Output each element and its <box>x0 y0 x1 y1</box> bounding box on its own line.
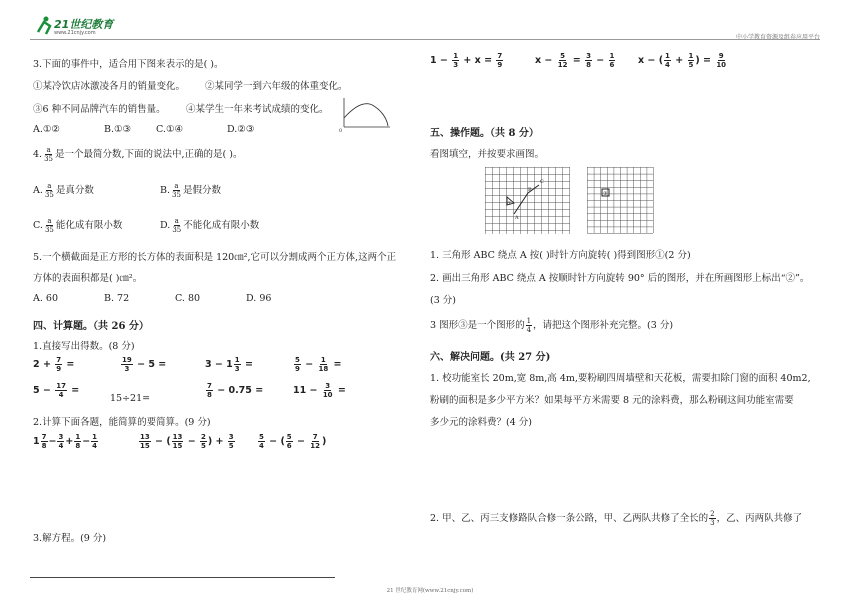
operation-intro: 看图填空，并按要求画图。 <box>430 149 545 160</box>
q4-choice-a: A. $\frac{a}{35}$ 是真分数 <box>33 182 94 199</box>
equation-2: x − $\frac{5}{12}$ = $\frac{3}{8}$ − $\frac{1}{6}$ <box>535 52 615 69</box>
label-figure-3: ③ <box>603 191 608 197</box>
section-5-title: 五、操作题。（共 8 分） <box>430 128 539 139</box>
calc-1-expr-6: 15÷21= <box>110 393 151 404</box>
footer-divider <box>30 577 335 578</box>
section-6-title: 六、解决问题。(共 27 分) <box>430 352 551 363</box>
calc-1-expr-4: $\frac{5}{9}$ − $\frac{1}{18}$ = <box>295 356 342 373</box>
q3-choice-d: D.②③ <box>227 124 255 135</box>
calc-1-expr-3: 3 − 1 $\frac{1}{3}$ = <box>205 356 253 373</box>
label-a: A <box>515 215 519 221</box>
problem-2: 2. 甲、乙、丙三支修路队合修一条公路，甲、乙两队共修了全长的 $\frac{2}{3}$ ，乙、丙两队共修了 <box>430 510 803 527</box>
q5-line-2: 方体的表面积都是( )㎝²。 <box>33 273 143 284</box>
calc-2-expr-3: $\frac{5}{4}$ − ( $\frac{5}{6}$ − $\frac{7}{12}$ ) <box>259 433 327 450</box>
operation-2-line-1: 2. 画出三角形 ABC 绕点 A 按顺时针方向旋转 90° 后的图形，并在所画图形上标出“②”。 <box>430 273 810 284</box>
section-4-title: 四、计算题。（共 26 分） <box>33 321 149 332</box>
label-c: C <box>540 179 544 185</box>
q3-choice-a: A.①② <box>33 124 60 135</box>
equation-3: x − ( $\frac{1}{4}$ + $\frac{1}{5}$ ) = $\frac{9}{10}$ <box>638 52 727 69</box>
operation-1: 1. 三角形 ABC 绕点 A 按( )时针方向旋转( )得到图形①(2 分) <box>430 250 691 261</box>
q3-option-4: ④某学生一年来考试成绩的变化。 <box>186 104 329 115</box>
label-figure-1: ① <box>507 201 512 207</box>
logo-subtext: www.21cnjy.com <box>54 30 96 36</box>
q5-choice-b: B. 72 <box>104 293 130 304</box>
q5-choice-d: D. 96 <box>246 293 272 304</box>
q4-choice-d: D. $\frac{a}{35}$ 不能化成有限小数 <box>160 217 260 234</box>
q4-choice-c: C. $\frac{a}{35}$ 能化成有限小数 <box>33 217 123 234</box>
q3-curve-graph <box>338 96 393 134</box>
problem-1-line-1: 1. 校功能室长 20m,宽 8m,高 4m,要粉刷四周墙壁和天花板，需要扣除门窗的面积 40m2, <box>430 373 811 384</box>
footer-text: 21 世纪教育网(www.21cnjy.com) <box>386 588 474 594</box>
calc-1-expr-1: 2 + $\frac{7}{9}$ = <box>33 356 75 373</box>
completion-grid <box>587 167 654 234</box>
q3-option-3: ③6 种不同品牌汽车的销售量。 <box>33 104 166 115</box>
problem-1-line-3: 多少元的涂料费？(4 分) <box>430 417 532 428</box>
calc-1-expr-5: 5 − $\frac{17}{4}$ = <box>33 382 80 399</box>
equation-1: 1 − $\frac{1}{3}$ + x = $\frac{7}{9}$ <box>430 52 503 69</box>
operation-2-line-2: (3 分) <box>430 295 456 306</box>
q5-line-1: 5.一个横截面是正方形的长方体的表面积是 120㎝²,它可以分割成两个正方体,这两个正 <box>33 252 397 263</box>
q3-option-1: ①某冷饮店冰激凌各月的销量变化。 <box>33 81 186 92</box>
calc-2-expr-1: 1 $\frac{7}{8}$ − $\frac{3}{4}$ + $\frac{1}{8}$ − $\frac{1}{4}$ <box>33 433 98 450</box>
calc-1-expr-2: $\frac{19}{3}$ − 5 = <box>122 356 167 373</box>
header-platform-text: 中小学教育资源及组卷应用平台 <box>735 34 820 41</box>
calc-2-title: 2.计算下面各题，能简算的要简算。(9 分) <box>33 417 211 428</box>
header-divider <box>30 39 820 40</box>
q3-graph-origin: 0 <box>339 128 343 134</box>
label-b: B <box>528 187 532 193</box>
logo-text: 21世纪教育 <box>54 18 114 31</box>
q5-choice-c: C. 80 <box>175 293 201 304</box>
calc-2-expr-2: $\frac{13}{15}$ − ( $\frac{13}{15}$ − $\frac{2}{5}$ ) + $\frac{3}{5}$ <box>140 433 234 450</box>
q3-choice-c: C.①④ <box>156 124 183 135</box>
q3-stem: 3.下面的事件中，适合用下图来表示的是( )。 <box>33 59 224 70</box>
logo <box>30 14 120 38</box>
q3-option-2: ②某同学一到六年级的体重变化。 <box>205 81 348 92</box>
calc-1-title: 1.直接写出得数。(8 分) <box>33 341 135 352</box>
q3-choice-b: B.①③ <box>104 124 132 135</box>
calc-1-expr-7: $\frac{7}{8}$ − 0.75 = <box>207 382 264 399</box>
problem-1-line-2: 粉刷的面积是多少平方米？如果每平方米需要 8 元的涂料费，那么粉刷这间功能室需要 <box>430 395 794 406</box>
operation-3: 3 图形③是一个图形的 $\frac{1}{4}$ ，请把这个图形补充完整。(3 分) <box>430 317 674 334</box>
q4-stem: 4. $\frac{a}{35}$ 是一个最简分数,下面的说法中,正确的是( )。 <box>33 146 243 163</box>
q4-choice-b: B. $\frac{a}{35}$ 是假分数 <box>160 182 221 199</box>
q5-choice-a: A. 60 <box>33 293 58 304</box>
calc-3-title: 3.解方程。(9 分) <box>33 533 107 544</box>
calc-1-expr-8: 11 − $\frac{3}{10}$ = <box>293 382 346 399</box>
rotation-grid <box>485 167 571 235</box>
